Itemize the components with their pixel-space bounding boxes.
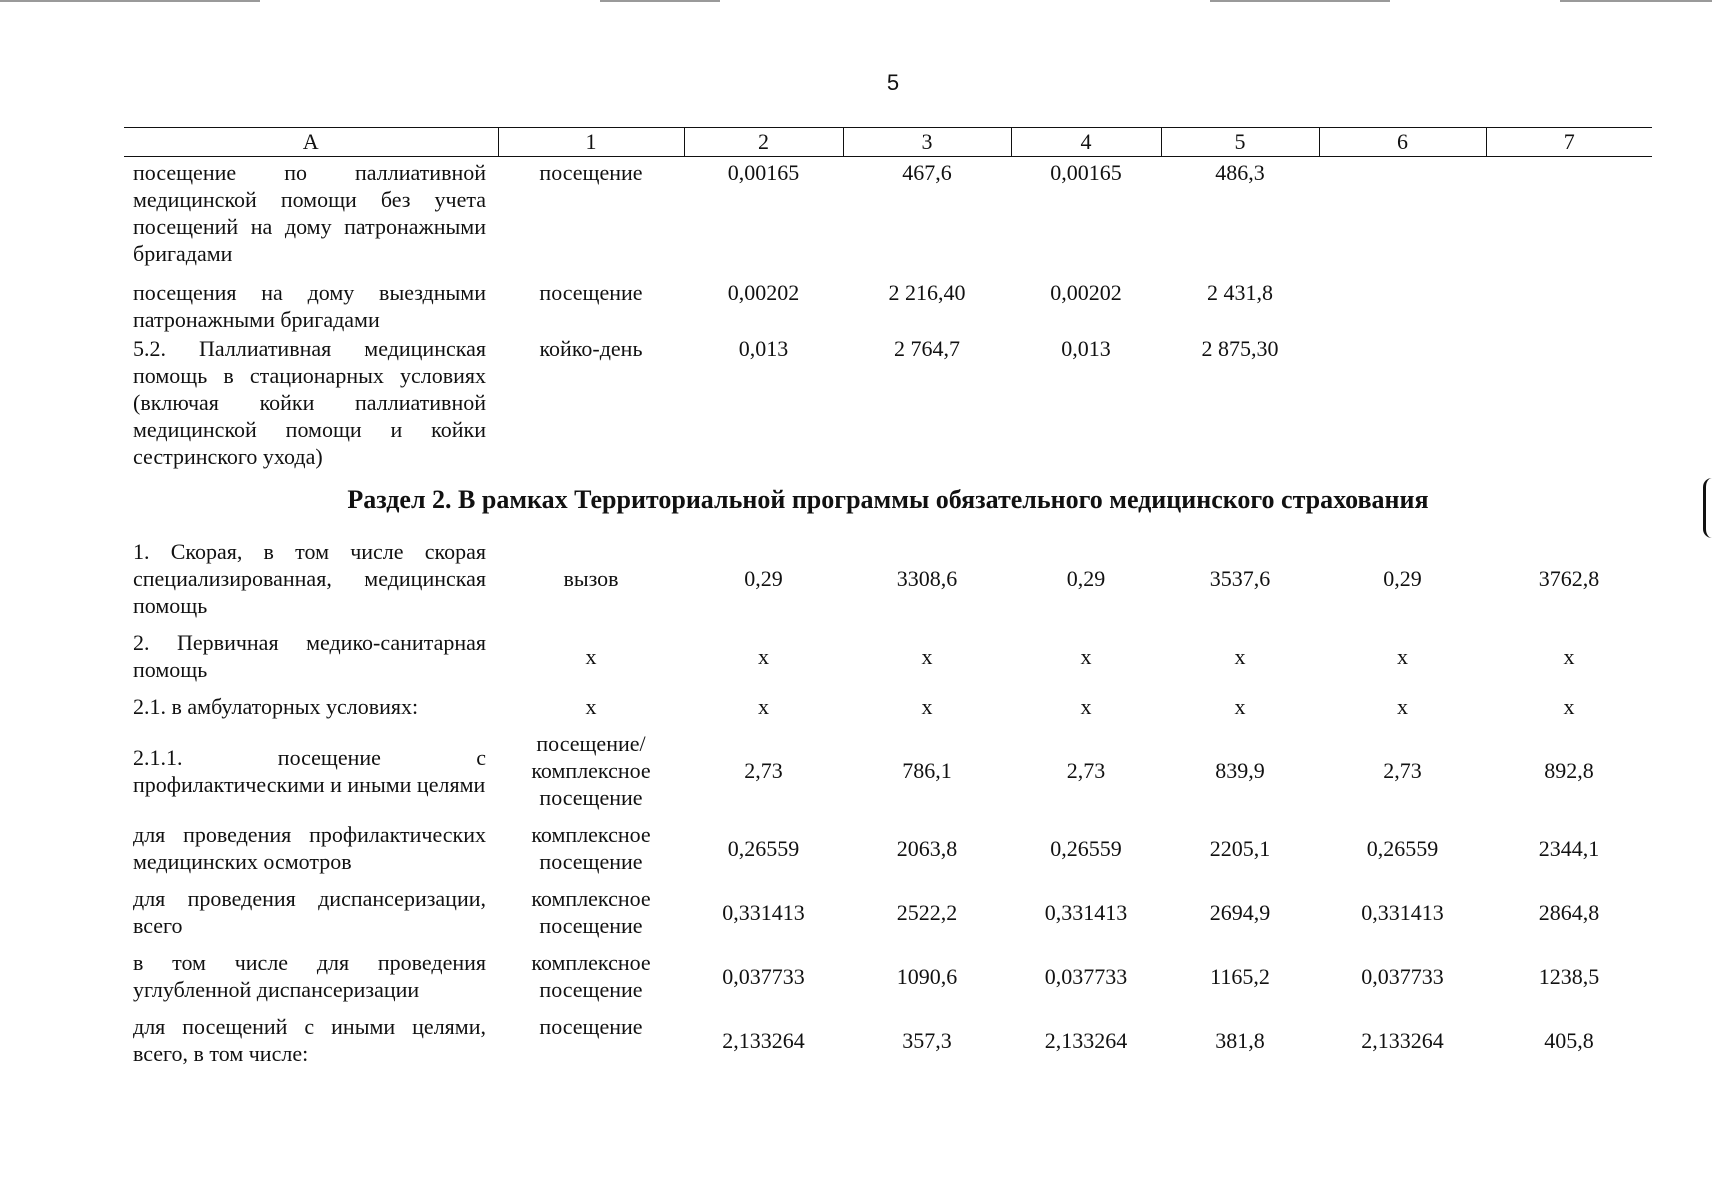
row-unit: койко-день: [539, 336, 643, 361]
row-name: для проведения профилактических медицинских осмотров: [133, 822, 486, 874]
cell-value: 0,29: [1066, 566, 1106, 591]
table-row: [124, 538, 1652, 629]
row-unit: комплексное посещение: [531, 950, 651, 1002]
cell-value: 3308,6: [896, 566, 958, 591]
row-unit: посещение: [539, 1014, 643, 1039]
cell-value: 0,013: [1061, 336, 1111, 361]
cell-value: 2205,1: [1209, 835, 1271, 861]
cell-value: 0,037733: [722, 963, 805, 989]
cell-value: 0,331413: [722, 899, 805, 925]
row-name: 1. Скорая, в том числе скорая специализированная, медицинская помощь: [133, 539, 486, 618]
cell-value: х: [921, 643, 933, 669]
cell-value: 0,331413: [1361, 899, 1444, 925]
scan-edge-line: [1560, 0, 1712, 2]
cell-value: [1319, 277, 1486, 333]
column-header: 3: [843, 128, 1011, 157]
cell-value: 1165,2: [1210, 963, 1270, 989]
cell-value: 0,331413: [1044, 899, 1128, 925]
cell-value: 0,26559: [727, 835, 800, 861]
row-name: 5.2. Паллиативная медицинская помощь в стационарных условиях (включая койки паллиативной медицинской помощи и койки сестринского ухода): [133, 336, 486, 469]
row-unit: посещение: [539, 160, 643, 185]
cell-value: 2,73: [1066, 758, 1106, 783]
cell-value: х: [1397, 694, 1408, 719]
cell-value: 3537,6: [1209, 566, 1271, 591]
cell-value: 0,00202: [727, 280, 800, 305]
cell-value: 892,8: [1544, 758, 1594, 783]
cell-value: 2,73: [1383, 758, 1422, 783]
column-header: 2: [684, 128, 843, 157]
cell-value: 2864,8: [1538, 899, 1600, 925]
binding-mark: [1703, 478, 1712, 538]
scan-edge-line: [600, 0, 720, 2]
scan-edge-line: [1210, 0, 1390, 2]
tariff-table: [124, 127, 1652, 1067]
section-title: Раздел 2. В рамках Территориальной программы обязательного медицинского страхования: [347, 485, 1429, 514]
column-header: 4: [1011, 128, 1161, 157]
cell-value: х: [758, 694, 769, 719]
table-row: [124, 277, 1652, 333]
cell-value: 0,00202: [1050, 280, 1122, 305]
row-name: в том числе для проведения углубленной диспансеризации: [133, 950, 486, 1002]
cell-value: 0,037733: [1044, 963, 1128, 989]
cell-value: 2063,8: [896, 835, 958, 861]
cell-value: 1238,5: [1538, 963, 1600, 989]
cell-value: 3762,8: [1538, 566, 1600, 591]
column-header: А: [124, 128, 498, 157]
cell-value: х: [1080, 643, 1092, 669]
column-header: 1: [498, 128, 684, 157]
table-row: [124, 730, 1652, 821]
cell-value: 381,8: [1215, 1027, 1265, 1053]
cell-value: [1486, 277, 1652, 333]
cell-value: 2 431,8: [1207, 280, 1273, 305]
row-unit: х: [585, 694, 597, 719]
table-row: [124, 949, 1652, 1013]
row-name: 2.1. в амбулаторных условиях:: [133, 694, 419, 719]
row-unit: комплексное посещение: [531, 886, 651, 938]
cell-value: [1319, 157, 1486, 278]
table-row: [124, 157, 1652, 278]
cell-value: 0,013: [738, 336, 789, 361]
cell-value: х: [1563, 694, 1575, 719]
table-row: [124, 693, 1652, 730]
row-name: посещения на дому выездными патронажными бригадами: [133, 280, 486, 332]
row-name: 2.1.1. посещение с профилактическими и иными целями: [133, 744, 486, 797]
cell-value: х: [1234, 694, 1246, 719]
column-header: 5: [1161, 128, 1319, 157]
table-row: [124, 333, 1652, 470]
column-header: 6: [1319, 128, 1486, 157]
row-name: посещение по паллиативной медицинской помощи без учета посещений на дому патронажными бригадами: [133, 160, 486, 266]
header-row: [124, 128, 1652, 157]
cell-value: 2,133264: [722, 1027, 805, 1053]
scan-edge-line: [0, 0, 260, 2]
cell-value: 486,3: [1215, 160, 1265, 185]
cell-value: 786,1: [902, 758, 952, 783]
cell-value: 0,26559: [1050, 835, 1122, 861]
cell-value: 0,26559: [1366, 835, 1439, 861]
row-name: 2. Первичная медико-санитарная помощь: [133, 630, 486, 682]
cell-value: 2522,2: [896, 899, 958, 925]
cell-value: 0,29: [1383, 566, 1422, 591]
cell-value: х: [758, 643, 769, 669]
cell-value: 2,73: [744, 758, 783, 783]
cell-value: х: [1563, 643, 1575, 669]
row-name: для проведения диспансеризации, всего: [133, 886, 486, 938]
section-row: [124, 470, 1652, 538]
cell-value: 0,00165: [1050, 160, 1122, 185]
cell-value: 0,00165: [727, 160, 800, 185]
cell-value: 405,8: [1544, 1027, 1594, 1053]
cell-value: х: [1080, 694, 1092, 719]
cell-value: 2344,1: [1538, 835, 1600, 861]
data-table: [124, 127, 1652, 1067]
cell-value: 467,6: [902, 160, 952, 185]
table-row: [124, 1013, 1652, 1067]
cell-value: х: [921, 694, 933, 719]
cell-value: 2,133264: [1361, 1027, 1444, 1053]
page-number: 5: [886, 70, 900, 95]
row-unit: вызов: [563, 566, 619, 591]
cell-value: 2 216,40: [888, 280, 966, 305]
row-unit: посещение: [539, 280, 643, 305]
row-unit: комплексное посещение: [531, 822, 651, 874]
cell-value: [1486, 157, 1652, 278]
table-row: [124, 885, 1652, 949]
cell-value: 1090,6: [896, 963, 958, 989]
row-name: для посещений с иными целями, всего, в том числе:: [133, 1014, 486, 1066]
cell-value: [1319, 333, 1486, 470]
table-row: [124, 629, 1652, 693]
cell-value: 2 764,7: [894, 336, 960, 361]
cell-value: 0,037733: [1361, 963, 1444, 989]
cell-value: 2694,9: [1209, 899, 1271, 925]
row-unit: посещение/ комплексное посещение: [531, 731, 651, 810]
cell-value: 0,29: [744, 566, 783, 591]
column-header: 7: [1486, 128, 1652, 157]
cell-value: х: [1234, 643, 1246, 669]
table-row: [124, 821, 1652, 885]
cell-value: 357,3: [902, 1027, 952, 1053]
row-unit: х: [585, 643, 597, 669]
cell-value: [1486, 333, 1652, 470]
cell-value: х: [1397, 643, 1408, 669]
cell-value: 839,9: [1215, 758, 1265, 783]
cell-value: 2,133264: [1044, 1027, 1128, 1053]
cell-value: 2 875,30: [1201, 336, 1279, 361]
